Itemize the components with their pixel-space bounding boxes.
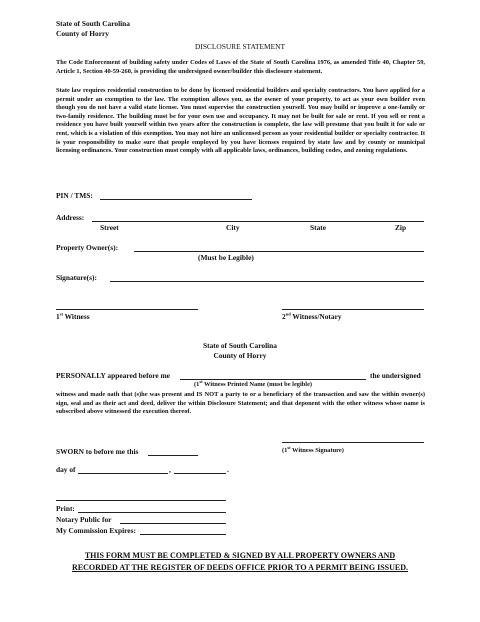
first-witness-label: 1st Witness bbox=[56, 311, 90, 321]
first-witness-printed-name-field[interactable] bbox=[180, 379, 366, 380]
day-of-comma: , bbox=[169, 465, 171, 474]
first-witness-signature-note: (1st Witness Signature) bbox=[282, 444, 344, 454]
footer-line-1: THIS FORM MUST BE COMPLETED & SIGNED BY ALL PROPERTY OWNERS AND bbox=[84, 551, 396, 560]
print-label: Print: bbox=[56, 504, 75, 513]
sworn-day-field[interactable] bbox=[148, 455, 198, 456]
pin-label: PIN / TMS: bbox=[56, 191, 93, 200]
notary-public-field[interactable] bbox=[120, 523, 226, 524]
notary-state: State of South Carolina bbox=[203, 341, 277, 350]
pin-field[interactable] bbox=[100, 199, 252, 200]
intro-paragraph: The Code Enforcement of building safety under Codes of Laws of the State of South Carolina 1976, as amended Title 40, Chapter 59, Article 1, Section 40-59-260, is providing the undersigned owner/builder this disclosure statement. bbox=[56, 59, 425, 75]
header-state: State of South Carolina bbox=[56, 19, 130, 28]
address-label: Address: bbox=[56, 213, 85, 222]
undersigned-label: the undersigned bbox=[370, 371, 421, 380]
first-witness-signature-line[interactable] bbox=[282, 442, 424, 443]
commission-expires-label: My Commission Expires: bbox=[56, 526, 136, 535]
legible-note: (Must be Legible) bbox=[198, 253, 254, 262]
year-field[interactable] bbox=[174, 473, 226, 474]
commission-expires-field[interactable] bbox=[140, 534, 226, 535]
property-owner-label: Property Owner(s): bbox=[56, 243, 119, 252]
document-title: DISCLOSURE STATEMENT bbox=[195, 42, 285, 51]
notary-county: County of Horry bbox=[213, 351, 267, 360]
month-field[interactable] bbox=[78, 473, 168, 474]
print-field[interactable] bbox=[78, 512, 226, 513]
notary-signature-line[interactable] bbox=[56, 500, 226, 501]
header-county: County of Horry bbox=[56, 29, 109, 38]
address-street-label: Street bbox=[100, 223, 119, 232]
oath-paragraph: witness and made oath that (s)he was present and IS NOT a party to or a beneficiary of the transaction and saw the within owner(s) sign, seal and as their act and deed, deliver the within Disclosure Statement; and that deponent with the other witness whose name is subscribed above witnessed the execution thereof. bbox=[56, 391, 425, 416]
second-witness-label: 2nd Witness/Notary bbox=[282, 311, 342, 321]
second-witness-line[interactable] bbox=[282, 309, 424, 310]
sworn-label: SWORN to before me this bbox=[56, 447, 139, 456]
address-field[interactable] bbox=[92, 221, 424, 222]
personally-appeared-label: PERSONALLY appeared before me bbox=[56, 371, 170, 380]
day-of-label: day of bbox=[56, 465, 76, 474]
signature-label: Signature(s): bbox=[56, 273, 97, 282]
signature-field[interactable] bbox=[110, 281, 424, 282]
address-state-label: State bbox=[310, 223, 327, 232]
address-zip-label: Zip bbox=[395, 223, 407, 232]
body-paragraph: State law requires residential construction to be done by licensed residential builders and specialty contractors. You have applied for a permit under an exemption to the law. The exemption allows you, as the owner of your property, to act as your own builder even though you do not have a valid state license. You must supervise the construction yourself. You may build or improve a one-family or two-family residence. The building must be for your own use and occupancy. It may not be built for sale or rent. If you sell or rent a residence you have built yourself within two years after the construction is complete, the law will presume that you built it for sale or rent, which is a violation of this exemption. You may not hire an unlicensed person as your residential builder or specialty contractor. It is your responsibility to make sure that people employed by you have licenses required by state law and by county or municipal licensing ordinances. Your construction must comply with all applicable laws, ordinances, building codes, and zoning regulations. bbox=[56, 87, 425, 155]
notary-public-label: Notary Public for bbox=[56, 515, 112, 524]
first-witness-line[interactable] bbox=[56, 309, 198, 310]
address-city-label: City bbox=[226, 223, 240, 232]
footer-line-2: RECORDED AT THE REGISTER OF DEEDS OFFICE PRIOR TO A PERMIT BEING ISSUED. bbox=[71, 563, 408, 572]
property-owner-field[interactable] bbox=[134, 251, 424, 252]
day-of-period: . bbox=[227, 465, 229, 474]
printed-name-note: (1st Witness Printed Name (must be legible) bbox=[194, 378, 313, 388]
